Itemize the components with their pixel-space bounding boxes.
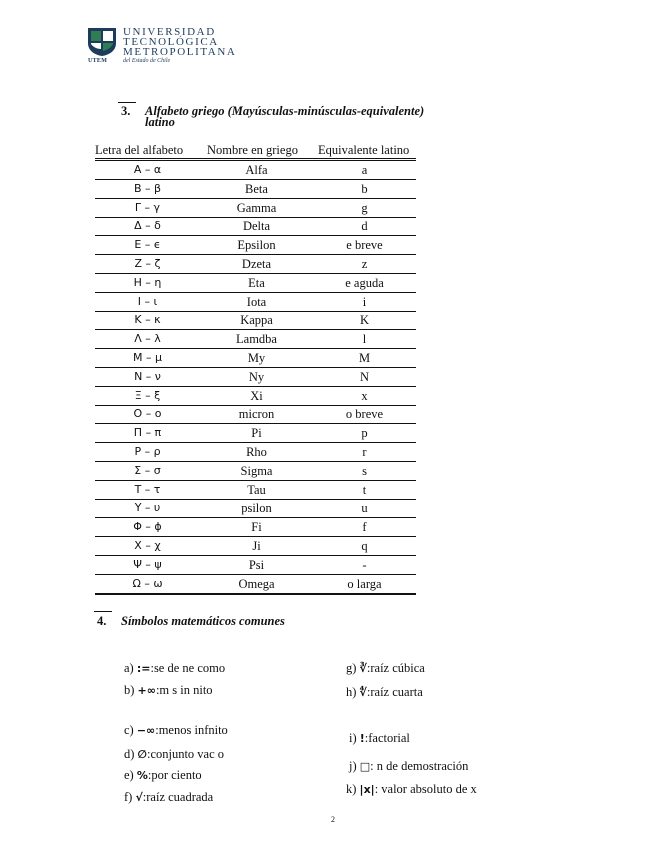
symbol-item-c: c) −∞:menos infnito [124, 723, 228, 737]
greek-name-cell: Gamma [236, 200, 277, 215]
greek-name-cell: Sigma [240, 463, 273, 478]
greek-letter-cell: Π – π [133, 426, 162, 440]
table-row [95, 349, 416, 368]
logo-acronym: UTEM [88, 58, 108, 64]
greek-name-cell: Dzeta [241, 257, 272, 271]
table-row [95, 311, 416, 330]
table-row [95, 462, 416, 481]
symbol-glyph: −∞ [136, 724, 156, 737]
greek-name-cell: Epsilon [237, 238, 276, 253]
symbol-item-d: d) ∅:conjunto vac o [124, 747, 225, 761]
university-name-line-1: UNIVERSIDAD [123, 26, 216, 38]
symbol-glyph: □ [359, 760, 371, 773]
greek-letter-cell: Υ – υ [134, 501, 161, 515]
latin-equivalent-cell: q [361, 539, 368, 553]
greek-letter-cell: Λ – λ [134, 332, 161, 346]
greek-name-cell: Iota [246, 294, 267, 309]
latin-equivalent-cell: l [362, 332, 367, 347]
table-row [95, 199, 416, 218]
greek-letter-cell: Η – η [133, 275, 162, 289]
latin-equivalent-cell: M [358, 351, 371, 365]
latin-equivalent-cell: e breve [346, 238, 383, 253]
symbol-glyph: ∛ [359, 662, 367, 675]
latin-equivalent-cell: x [361, 388, 368, 403]
symbol-item-h: h) ∜:raíz cuarta [346, 685, 423, 699]
section-3-title-line-2: latino [145, 115, 175, 129]
table-bottom-rule-double [95, 594, 416, 595]
symbol-glyph: +∞ [137, 684, 156, 697]
greek-name-cell: Lamdba [236, 332, 277, 347]
table-header-letter: Letra del alfabeto [95, 143, 184, 157]
symbol-glyph: ! [359, 732, 365, 745]
greek-letter-cell: Φ – ϕ [133, 520, 162, 534]
greek-name-cell: Ny [248, 369, 265, 384]
symbol-item-g: g) ∛:raíz cúbica [346, 661, 425, 675]
latin-equivalent-cell: u [361, 501, 368, 516]
table-row [95, 161, 416, 180]
latin-equivalent-cell: b [361, 181, 368, 196]
table-row [95, 443, 416, 462]
table-row [95, 387, 416, 406]
greek-letter-cell: Ο – ο [133, 407, 162, 421]
shield-icon [87, 27, 117, 57]
greek-name-cell: Delta [242, 219, 271, 234]
latin-equivalent-cell: g [361, 200, 368, 215]
greek-letter-cell: Ω – ω [132, 576, 163, 590]
latin-equivalent-cell: s [362, 463, 367, 478]
greek-name-cell: Omega [238, 576, 275, 591]
table-row [95, 556, 416, 575]
greek-name-cell: Ji [252, 539, 261, 553]
greek-name-cell: Rho [246, 445, 267, 459]
greek-letter-cell: Σ – σ [134, 463, 161, 477]
greek-name-cell: Pi [251, 426, 262, 441]
greek-letter-cell: Ε – ϵ [134, 238, 161, 252]
greek-letter-cell: Β – β [133, 181, 162, 195]
symbol-glyph: ∅ [137, 748, 147, 761]
greek-name-cell: micron [238, 407, 275, 422]
greek-letter-cell: Α – α [133, 163, 162, 176]
section-4-number: 4. [97, 614, 107, 628]
latin-equivalent-cell: - [362, 557, 367, 572]
latin-equivalent-cell: i [362, 294, 367, 309]
section-4-number-overline [94, 611, 112, 612]
table-header-latin-equivalent: Equivalente latino [318, 143, 410, 157]
greek-name-cell: Fi [251, 520, 262, 535]
latin-equivalent-cell: o larga [347, 576, 382, 591]
latin-equivalent-cell: d [361, 219, 368, 234]
table-row [95, 499, 416, 518]
latin-equivalent-cell: z [361, 257, 368, 271]
table-row [95, 368, 416, 387]
symbol-item-e: e) %:por ciento [124, 768, 202, 782]
greek-letter-cell: Μ – μ [133, 351, 162, 364]
latin-equivalent-cell: f [362, 520, 367, 535]
greek-letter-cell: Γ – γ [134, 200, 161, 214]
table-row [95, 293, 416, 312]
greek-name-cell: Kappa [240, 313, 273, 328]
section-3-title: Alfabeto griego (Mayúsculas-minúsculas-equivalente) [145, 104, 425, 118]
latin-equivalent-cell: o breve [345, 407, 384, 422]
symbol-item-b: b) +∞:m s in nito [124, 683, 213, 697]
university-name-line-2: TECNOLÓGICA [123, 36, 219, 48]
latin-equivalent-cell: r [362, 445, 367, 459]
symbol-glyph: |x| [359, 783, 375, 796]
table-top-rule [95, 158, 416, 159]
greek-name-cell: Beta [245, 181, 268, 196]
table-row [95, 575, 416, 594]
table-row [95, 255, 416, 274]
latin-equivalent-cell: p [361, 426, 368, 441]
page-number: 2 [331, 815, 335, 824]
symbol-item-j: j) □: n de demostración [349, 759, 469, 773]
greek-letter-cell: Δ – δ [134, 219, 161, 233]
university-tagline: del Estado de Chile [123, 58, 171, 64]
greek-letter-cell: Ρ – ρ [134, 445, 161, 458]
greek-name-cell: My [247, 351, 266, 365]
greek-letter-cell: Χ – χ [134, 539, 161, 552]
greek-name-cell: Xi [250, 388, 263, 403]
section-3-number-overline [118, 102, 136, 103]
greek-letter-cell: Ζ – ζ [134, 257, 161, 270]
university-name-line-3: METROPOLITANA [123, 46, 237, 58]
table-row [95, 481, 416, 500]
university-logo [87, 27, 247, 67]
section-4-title: Símbolos matemáticos comunes [121, 614, 285, 628]
greek-letter-cell: Ν – ν [134, 369, 161, 383]
table-row [95, 518, 416, 537]
greek-letter-cell: Τ – τ [134, 482, 161, 496]
greek-letter-cell: Ξ – ξ [134, 388, 161, 402]
symbol-item-i: i) !:factorial [349, 731, 410, 745]
symbol-item-f: f) √:raíz cuadrada [124, 790, 214, 804]
table-row [95, 330, 416, 349]
section-3-number: 3. [121, 104, 131, 118]
table-row [95, 236, 416, 255]
table-row [95, 180, 416, 199]
greek-name-cell: psilon [241, 501, 272, 516]
latin-equivalent-cell: a [361, 163, 368, 177]
greek-name-cell: Alfa [245, 163, 268, 177]
table-row [95, 405, 416, 424]
symbol-glyph: % [136, 769, 148, 782]
greek-name-cell: Tau [247, 482, 266, 497]
greek-name-cell: Psi [248, 557, 265, 572]
table-row [95, 274, 416, 293]
greek-letter-cell: Ψ – ψ [133, 557, 162, 571]
latin-equivalent-cell: t [362, 482, 367, 497]
symbol-item-a: a) :=:se de ne como [124, 661, 226, 675]
symbol-glyph: ∜ [359, 686, 367, 699]
symbol-glyph: √ [135, 791, 143, 804]
latin-equivalent-cell: K [359, 313, 370, 328]
latin-equivalent-cell: e aguda [345, 275, 384, 290]
table-header-greek-name: Nombre en griego [207, 143, 298, 157]
latin-equivalent-cell: N [359, 369, 370, 384]
table-row [95, 537, 416, 556]
greek-name-cell: Eta [248, 275, 265, 290]
table-row [95, 217, 416, 236]
symbol-item-k: k) |x|: valor absoluto de x [346, 782, 477, 796]
greek-letter-cell: Ι – ι [137, 294, 158, 308]
greek-letter-cell: Κ – κ [134, 313, 161, 327]
symbol-glyph: := [136, 662, 151, 675]
table-row [95, 424, 416, 443]
